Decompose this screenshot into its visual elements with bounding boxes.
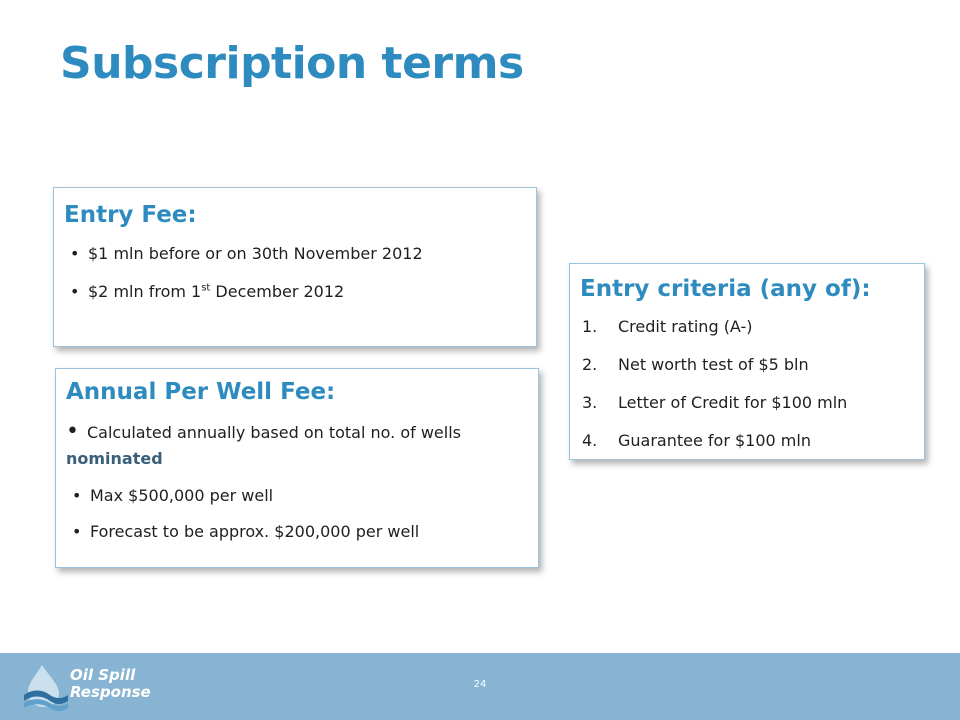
list-item: • $1 mln before or on 30th November 2012 [70, 244, 423, 263]
list-item: • $2 mln from 1st December 2012 [70, 282, 345, 301]
list-item: • Max $500,000 per well [72, 486, 274, 505]
bullet-icon: • [66, 419, 79, 444]
list-item: 4. Guarantee for $100 mln [582, 431, 811, 450]
entry-criteria-box [569, 263, 925, 460]
list-item: • Calculated annually based on total no. of wells nominated [66, 419, 461, 468]
annual-fee-heading: Annual Per Well Fee: [66, 379, 336, 405]
list-item: 3. Letter of Credit for $100 mln [582, 393, 848, 412]
entry-fee-box [53, 187, 537, 347]
water-drop-wave-icon [22, 661, 70, 713]
entry-criteria-list [580, 316, 914, 452]
list-item: • Forecast to be approx. $200,000 per well [72, 522, 420, 541]
bullet-icon: • [70, 282, 80, 301]
bullet-icon: • [72, 522, 82, 541]
bullet-icon: • [72, 486, 82, 505]
entry-fee-list [64, 244, 526, 302]
bullet-icon: • [70, 244, 80, 263]
page-number: 24 [473, 679, 487, 690]
entry-criteria-heading: Entry criteria (any of): [580, 276, 871, 302]
footer-bar [0, 653, 960, 720]
entry-fee-heading: Entry Fee: [64, 202, 197, 228]
logo-text-line2: Response [70, 683, 151, 701]
slide-title: Subscription terms [60, 38, 524, 89]
list-item: 2. Net worth test of $5 bln [582, 355, 809, 374]
logo-text-line1: Oil Spill [70, 666, 136, 684]
list-item: 1. Credit rating (A-) [582, 317, 753, 336]
annual-fee-box [55, 368, 539, 568]
annual-fee-list [66, 419, 528, 542]
company-logo [22, 661, 152, 713]
